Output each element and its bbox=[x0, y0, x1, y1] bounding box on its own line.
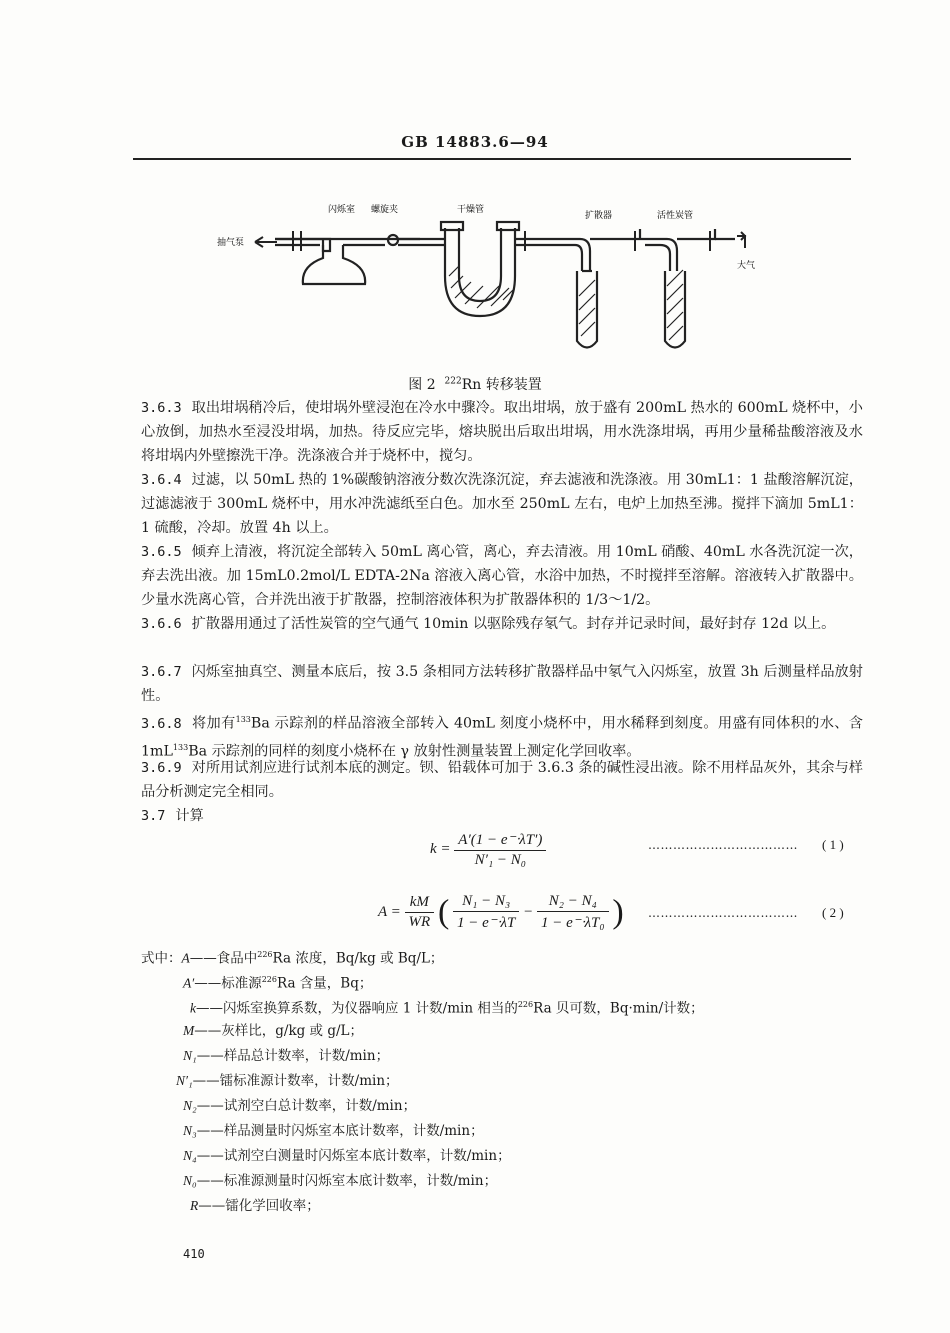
variable-n3: N₃——样品测量时闪烁室本底计数率，计数/min； bbox=[183, 1123, 484, 1139]
label-atmosphere: 大气 bbox=[737, 261, 756, 271]
variable-k: k——闪烁室换算系数，为仪器响应 1 计数/min 相当的$^{226}$Ra 贝可数，Bq·min/计数； bbox=[190, 1000, 704, 1017]
atmosphere-arrow bbox=[737, 232, 745, 248]
section-3-6-3: 3.6.3 取出坩埚稍冷后，使坩埚外壁浸泡在冷水中骤冷。取出坩埚，放于盛有 200mL 热水的 600mL 烧杯中，小心放倒，加热水至浸没坩埚，加热。待反应完毕，熔块脱出后取出坩埚，用水洗涤坩埚，再用少量稀盐酸溶液及水将坩埚内外壁擦洗干净。洗涤液合并于烧杯中，搅匀。 bbox=[141, 400, 863, 464]
variable-r: R——镭化学回收率； bbox=[190, 1198, 320, 1214]
section-3-6-4: 3.6.4 过滤，以 50mL 热的 1%碳酸钠溶液分数次洗涤沉淀，弃去滤液和洗涤液。用 30mL1：1 盐酸溶解沉淀，过滤滤液于 300mL 烧杯中，用水冲洗滤纸至白色。加水至 250mL 左右，电炉上加热至沸。搅拌下滴加 5mL1：1 硫酸，冷却。放置 4h 以上。 bbox=[141, 472, 863, 536]
section-3-6-9: 3.6.9 对所用试剂应进行试剂本底的测定。钡、铅载体可加于 3.6.3 条的碱性浸出液。除不用样品灰外，其余与样品分析测定完全相同。 bbox=[141, 760, 863, 800]
header-rule bbox=[133, 158, 851, 160]
charcoal-tube bbox=[665, 271, 685, 348]
equation-2: A = $\frac{kM}{WR}$ ( $\frac{\text{N₁ − N₃}}{\text{1 − e⁻ᐧλT}}$ − $\frac{\text{N₂ − N₄}}{\text{1 − e⁻ᐧλT₀}}$ ) bbox=[378, 893, 624, 931]
page-number: 410 bbox=[183, 1247, 205, 1261]
section-3-6-7: 3.6.7 闪烁室抽真空、测量本底后，按 3.5 条相同方法转移扩散器样品中氡气入闪烁室，放置 3h 后测量样品放射性。 bbox=[141, 664, 863, 704]
section-3-6-5: 3.6.5 倾弃上清液，将沉淀全部转入 50mL 离心管，离心，弃去清液。用 10mL 硝酸、40mL 水各洗沉淀一次，弃去洗出液。加 15mL0.2mol/L EDTA-2Na 溶液入离心管，水浴中加热，不时搅拌至溶解。溶液转入扩散器中。少量水洗离心管，合并洗出液于扩散器，控制溶液体积为扩散器体积的 1/3～1/2。 bbox=[141, 544, 863, 608]
label-charcoal-tube: 活性炭管 bbox=[657, 211, 694, 221]
label-scint-chamber: 闪烁室 bbox=[328, 205, 356, 215]
standard-header: GB 14883.6—94 bbox=[401, 133, 549, 151]
section-3-7-heading: 3.7 计算 bbox=[141, 808, 204, 824]
equation-1-number: ( 1 ) bbox=[822, 837, 844, 852]
variable-n1: N₁——样品总计数率，计数/min； bbox=[183, 1048, 390, 1064]
rn-transfer-apparatus-diagram bbox=[215, 196, 775, 371]
variable-n4: N₄——试剂空白测量时闪烁室本底计数率，计数/min； bbox=[183, 1148, 511, 1164]
variable-m: M——灰样比，g/kg 或 g/L； bbox=[183, 1023, 363, 1039]
equation-1-leader: ……………………………… bbox=[648, 838, 798, 852]
equation-1: k = $\frac{\text{A′(1 − e⁻ᐧλT′)}}{\text{N′₁ − N₀}}$ bbox=[430, 830, 546, 869]
variable-n0: N₀——标准源测量时闪烁室本底计数率，计数/min； bbox=[183, 1173, 498, 1189]
label-pump: 抽气泵 bbox=[217, 238, 245, 248]
label-clamp: 螺旋夹 bbox=[371, 205, 399, 215]
variable-a-prime: A′——标准源$^{226}$Ra 含量，Bq； bbox=[183, 975, 373, 992]
label-diffuser: 扩散器 bbox=[585, 211, 613, 221]
label-drying-tube: 干燥管 bbox=[457, 205, 485, 215]
equation-2-number: ( 2 ) bbox=[822, 905, 844, 920]
drying-tube-shape bbox=[445, 228, 515, 316]
scint-chamber-shape bbox=[303, 245, 365, 284]
pump-arrow bbox=[255, 237, 277, 247]
variable-a: 式中：A——食品中$^{226}$Ra 浓度，Bq/kg 或 Bq/L； bbox=[141, 950, 444, 967]
figure-caption: 图 2 $^{222}$Rn 转移装置 bbox=[408, 376, 542, 393]
equation-2-leader: ……………………………… bbox=[648, 906, 798, 920]
variable-n2: N₂——试剂空白总计数率，计数/min； bbox=[183, 1098, 417, 1114]
variable-n1-prime: N′₁——镭标准源计数率，计数/min； bbox=[176, 1073, 399, 1089]
section-3-6-8: 3.6.8 将加有$^{133}$Ba 示踪剂的样品溶液全部转入 40mL 刻度小烧杯中，用水稀释到刻度。用盛有同体积的水、含 $1mL^{133}Ba$ 示踪剂的同样的刻度小烧杯在 γ 放射性测量装置上测定化学回收率。 bbox=[141, 715, 863, 760]
section-3-6-6: 3.6.6 扩散器用通过了活性炭管的空气通气 10min 以驱除残存氡气。封存并记录时间，最好封存 12d 以上。 bbox=[141, 616, 836, 632]
